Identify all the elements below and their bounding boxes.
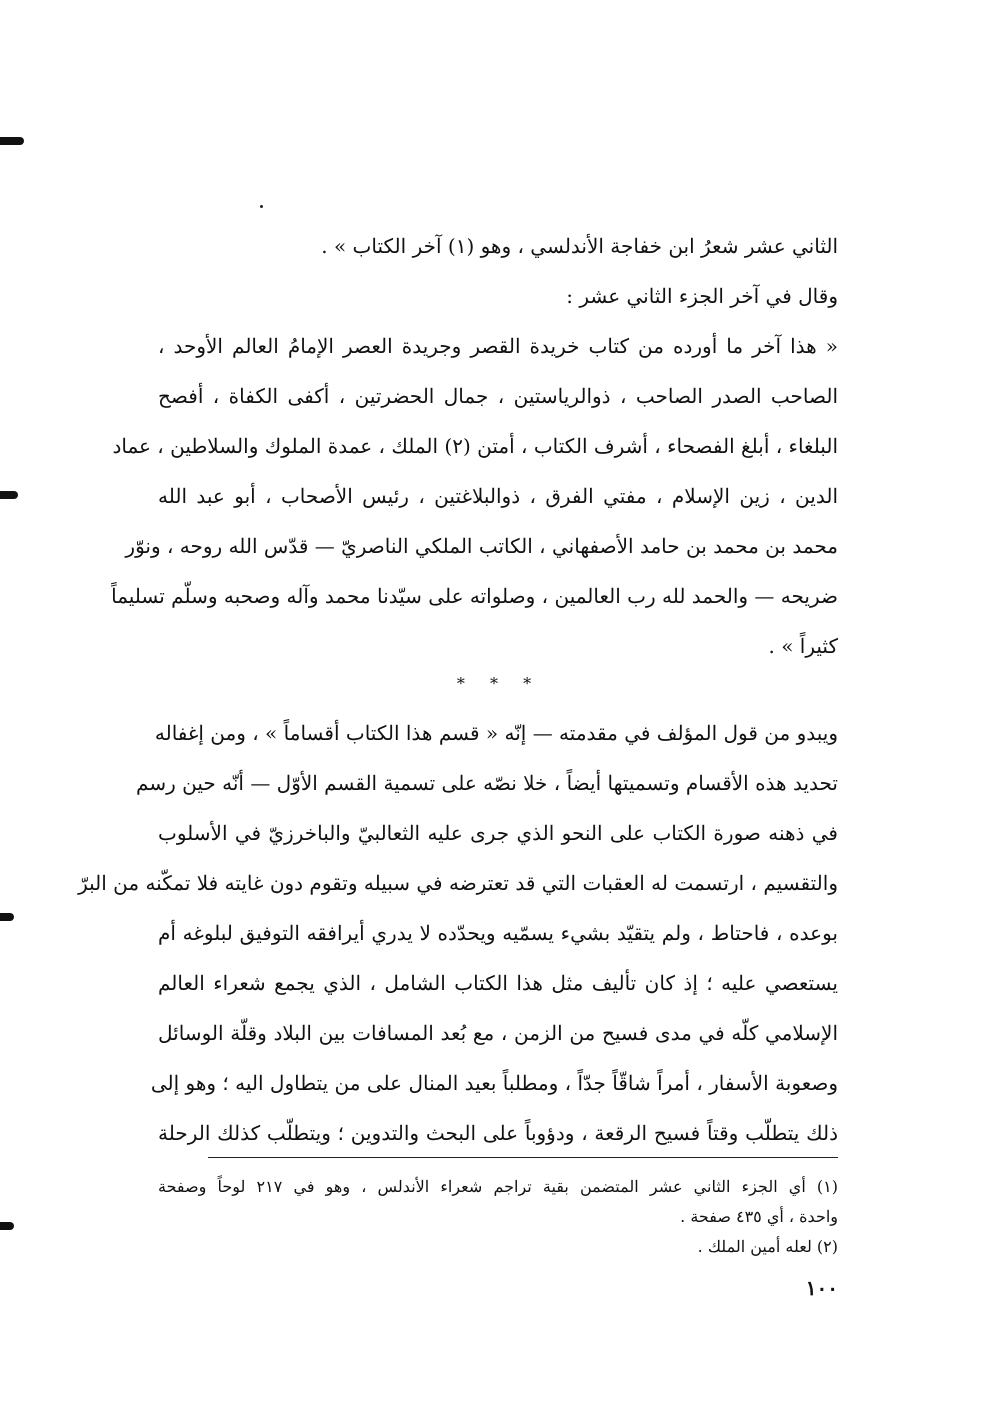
- text-line: الإسلامي كلّه في مدى فسيح من الزمن ، مع بُعد المسافات بين البلاد وقلّة الوسائل: [158, 1021, 838, 1045]
- text-line: الثاني عشر شعرُ ابن خفاجة الأندلسي ، وهو (١) آخر الكتاب » .: [321, 234, 838, 258]
- text-line: وقال في آخر الجزء الثاني عشر :: [566, 284, 838, 308]
- text-line: ويبدو من قول المؤلف في مقدمته — إنّه « قسم هذا الكتاب أقساماً » ، ومن إغفاله: [154, 721, 838, 745]
- margin-mark: [0, 137, 24, 145]
- section-separator: * * *: [456, 674, 542, 693]
- text-line: والتقسيم ، ارتسمت له العقبات التي قد تعترضه في سبيله وتقوم دون غايته فلا تمكّنه من البرّ: [78, 871, 838, 895]
- text-line: بوعده ، فاحتاط ، ولم يتقيّد بشيء يسمّيه ويحدّده لا يدري أيرافقه التوفيق لبلوغه أم: [158, 921, 838, 945]
- text-line: البلغاء ، أبلغ الفصحاء ، أشرف الكتاب ، أمتن (٢) الملك ، عمدة الملوك والسلاطين ، عماد: [112, 434, 838, 458]
- footnote: واحدة ، أي ٤٣٥ صفحة .: [680, 1207, 838, 1226]
- margin-mark: [0, 913, 14, 921]
- margin-mark: [0, 491, 18, 499]
- text-line: « هذا آخر ما أورده من كتاب خريدة القصر وجريدة العصر الإمامُ العالم الأوحد ،: [158, 334, 838, 358]
- text-line: في ذهنه صورة الكتاب على النحو الذي جرى عليه الثعالبيّ والباخرزيّ في الأسلوب: [158, 821, 838, 845]
- text-line: كثيراً » .: [768, 634, 838, 658]
- speck: [260, 205, 263, 208]
- text-line: ضريحه — والحمد لله رب العالمين ، وصلواته على سيّدنا محمد وآله وصحبه وسلّم تسليماً: [111, 584, 838, 608]
- text-line: ذلك يتطلّب وقتاً فسيح الرقعة ، ودؤوباً على البحث والتدوين ؛ ويتطلّب كذلك الرحلة: [158, 1121, 838, 1145]
- footnote-rule: [208, 1157, 838, 1158]
- footnote: (٢) لعله أمين الملك .: [697, 1237, 838, 1256]
- text-line: الصاحب الصدر الصاحب ، ذوالرياستين ، جمال الحضرتين ، أكفى الكفاة ، أفصح: [158, 384, 838, 408]
- page-number: ١٠٠: [805, 1276, 838, 1300]
- text-line: وصعوبة الأسفار ، أمراً شاقّاً جدّاً ، ومطلباً بعيد المنال على من يتطاول اليه ؛ وهو إلى: [150, 1071, 838, 1095]
- margin-mark: [0, 1222, 14, 1230]
- text-line: يستعصي عليه ؛ إذ كان تأليف مثل هذا الكتاب الشامل ، الذي يجمع شعراء العالم: [158, 971, 838, 995]
- text-line: تحديد هذه الأقسام وتسميتها أيضاً ، خلا نصّه على تسمية القسم الأوّل — أنّه حين رسم: [136, 771, 838, 795]
- text-line: الدين ، زين الإسلام ، مفتي الفرق ، ذوالبلاغتين ، رئيس الأصحاب ، أبو عبد الله: [158, 484, 838, 508]
- text-line: محمد بن محمد بن حامد الأصفهاني ، الكاتب الملكي الناصريّ — قدّس الله روحه ، ونوّر: [125, 534, 838, 558]
- footnote: (١) أي الجزء الثاني عشر المتضمن بقية تراجم شعراء الأندلس ، وهو في ٢١٧ لوحاً وصفحة: [158, 1177, 839, 1196]
